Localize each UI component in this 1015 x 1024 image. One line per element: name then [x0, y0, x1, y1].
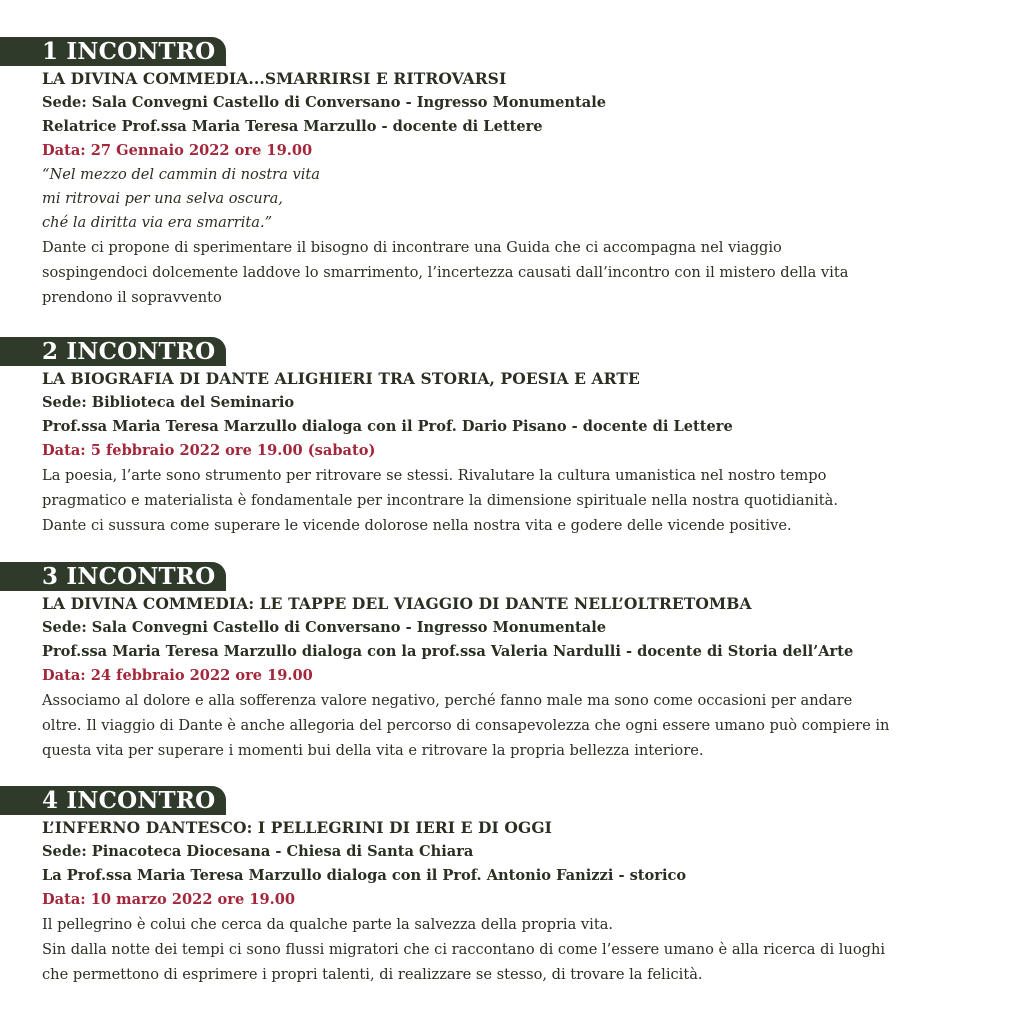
- description-line: Dante ci sussura come superare le vicende dolorose nella nostra vita e godere delle vicende positive.: [42, 517, 792, 534]
- section-title: L’INFERNO DANTESCO: I PELLEGRINI DI IERI E DI OGGI: [42, 818, 553, 837]
- description-line: prendono il sopravvento: [42, 289, 222, 306]
- speakers: Relatrice Prof.ssa Maria Teresa Marzullo - docente di Lettere: [42, 118, 543, 135]
- incontro-section-1: [0, 37, 1015, 310]
- description-line: Dante ci propone di sperimentare il bisogno di incontrare una Guida che ci accompagna nel viaggio: [42, 239, 782, 256]
- section-title: LA BIOGRAFIA DI DANTE ALIGHIERI TRA STORIA, POESIA E ARTE: [42, 369, 640, 388]
- section-title: LA DIVINA COMMEDIA: LE TAPPE DEL VIAGGIO DI DANTE NELL’OLTRETOMBA: [42, 594, 752, 613]
- incontro-section-3: [0, 562, 1015, 763]
- section-title: LA DIVINA COMMEDIA...SMARRIRSI E RITROVARSI: [42, 69, 507, 88]
- event-date: Data: 27 Gennaio 2022 ore 19.00: [42, 142, 313, 159]
- incontro-section-2: [0, 337, 1015, 538]
- incontro-section-4: [0, 786, 1015, 987]
- event-date: Data: 10 marzo 2022 ore 19.00: [42, 891, 296, 908]
- section-banner: 2 INCONTRO: [0, 337, 226, 366]
- description-line: che permettono di esprimere i propri talenti, di realizzare se stesso, di trovare la felicità.: [42, 966, 703, 983]
- event-date: Data: 5 febbraio 2022 ore 19.00 (sabato): [42, 442, 376, 459]
- quote-line: ché la diritta via era smarrita.”: [42, 214, 273, 231]
- section-banner: 4 INCONTRO: [0, 786, 226, 815]
- description-line: Associamo al dolore e alla sofferenza valore negativo, perché fanno male ma sono come occasioni per andare: [42, 692, 853, 709]
- speakers: Prof.ssa Maria Teresa Marzullo dialoga con il Prof. Dario Pisano - docente di Lettere: [42, 418, 733, 435]
- section-banner: 1 INCONTRO: [0, 37, 226, 66]
- speakers: La Prof.ssa Maria Teresa Marzullo dialoga con il Prof. Antonio Fanizzi - storico: [42, 867, 687, 884]
- description-line: oltre. Il viaggio di Dante è anche allegoria del percorso di consapevolezza che ogni essere umano può compiere in: [42, 717, 890, 734]
- quote-line: “Nel mezzo del cammin di nostra vita: [42, 166, 320, 183]
- description-line: sospingendoci dolcemente laddove lo smarrimento, l’incertezza causati dall’incontro con il mistero della vita: [42, 264, 849, 281]
- description-line: questa vita per superare i momenti bui della vita e ritrovare la propria bellezza interiore.: [42, 742, 704, 759]
- venue: Sede: Sala Convegni Castello di Conversano - Ingresso Monumentale: [42, 94, 607, 111]
- description-line: Il pellegrino è colui che cerca da qualche parte la salvezza della propria vita.: [42, 916, 614, 933]
- venue: Sede: Biblioteca del Seminario: [42, 394, 295, 411]
- section-banner: 3 INCONTRO: [0, 562, 226, 591]
- quote-line: mi ritrovai per una selva oscura,: [42, 190, 283, 207]
- description-line: pragmatico e materialista è fondamentale per incontrare la dimensione spirituale nella nostra quotidianità.: [42, 492, 838, 509]
- description-line: Sin dalla notte dei tempi ci sono flussi migratori che ci raccontano di come l’essere umano è alla ricerca di luoghi: [42, 941, 886, 958]
- event-date: Data: 24 febbraio 2022 ore 19.00: [42, 667, 313, 684]
- venue: Sede: Pinacoteca Diocesana - Chiesa di Santa Chiara: [42, 843, 474, 860]
- venue: Sede: Sala Convegni Castello di Conversano - Ingresso Monumentale: [42, 619, 607, 636]
- speakers: Prof.ssa Maria Teresa Marzullo dialoga con la prof.ssa Valeria Nardulli - docente di Storia dell’Arte: [42, 643, 854, 660]
- description-line: La poesia, l’arte sono strumento per ritrovare se stessi. Rivalutare la cultura umanistica nel nostro tempo: [42, 467, 827, 484]
